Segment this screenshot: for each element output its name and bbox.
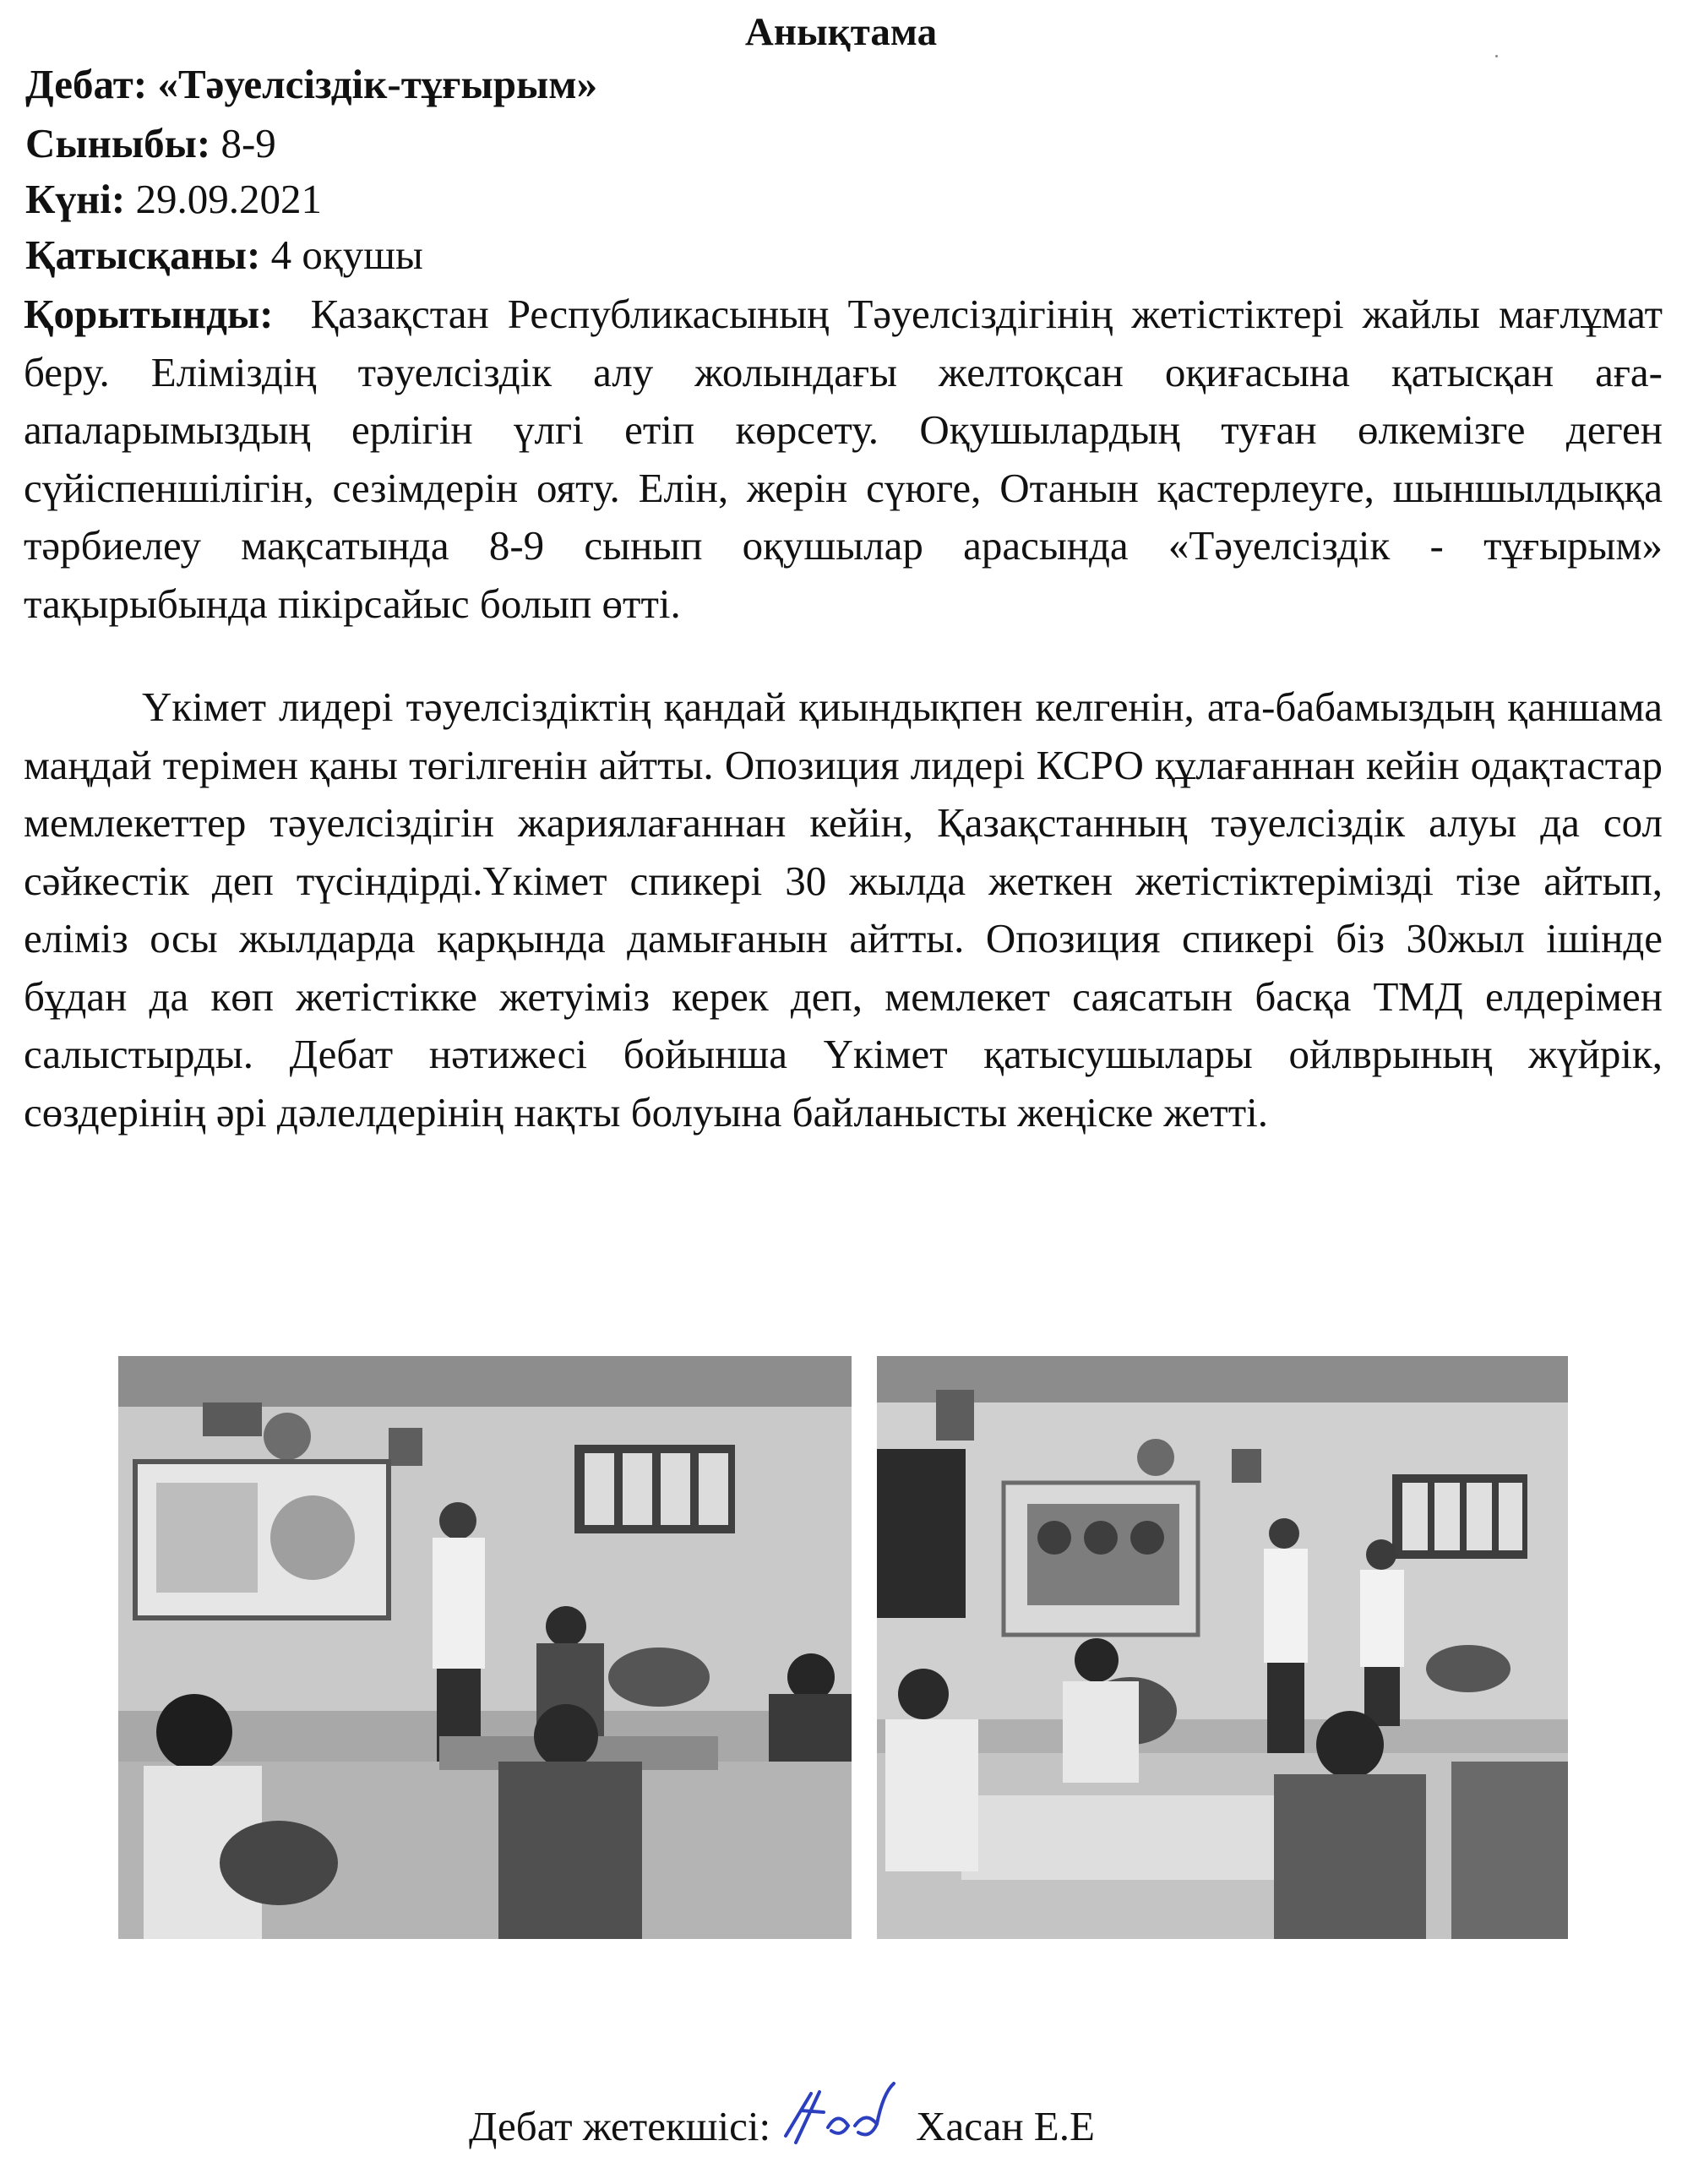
date-line: [25, 174, 322, 225]
classroom-photo-1: [118, 1356, 852, 1939]
conclusion-label: Қорытынды:: [24, 291, 274, 337]
participants-line: [25, 230, 423, 280]
supervisor-name: Хасан Е.Е: [916, 2103, 1095, 2149]
participants-value: 4 оқушы: [270, 231, 423, 278]
signature-line: [469, 2100, 1095, 2156]
conclusion-text: Қазақстан Республикасының Тәуелсіздігінің жетістіктері жайлы мағлұмат беру. Еліміздің тәуелсіздік алу жолындағы желтоқсан оқиғасына қатысқан аға-апаларымыздың ерлігін үлгі етіп көрсету. Оқушылардың туған өлкемізге деген сүйіспеншілігін, сезімдерін ояту. Елін, жерін сүюге, Отанын қастерлеуге, шыншылдыққа тәрбиелеу мақсатында 8-9 сынып оқушылар арасында «Тәуелсіздік - тұғырым» тақырыбында пікірсайыс болып өтті.: [24, 291, 1663, 627]
document-title: Анықтама: [744, 10, 938, 54]
classroom-photo-1-image: [118, 1356, 852, 1939]
signature-label: Дебат жетекшісі:: [469, 2103, 771, 2149]
handwritten-signature: [777, 2105, 904, 2156]
scan-speck: [1495, 55, 1498, 57]
debate-value: «Тәуелсіздік-тұғырым»: [157, 61, 598, 107]
debate-summary-paragraph: Үкімет лидері тәуелсіздіктің қандай қиындықпен келгенін, ата-бабамыздың қаншама маңдай терімен қаны төгілгенін айтты. Опозиция лидері КСРО құлағаннан кейін одақтастар мемлекеттер тәуелсіздігін жариялағаннан кейін, Қазақстанның тәуелсіздік алуы да сол сәйкестік деп түсіндірді.Үкімет спикері 30 жылда жеткен жетістіктерімізді тізе айтып, еліміз осы жылдарда қарқында дамығанын айтты. Опозиция спикері біз 30жыл ішінде бұдан да көп жетістікке жетуіміз керек деп, мемлекет саясатын басқа ТМД елдерімен салыстырды. Дебат нәтижесі бойынша Үкімет қатысушылары ойлврының жүйрік, сөздерінің әрі дәлелдерінің нақты болуына байланысты жеңіске жетті.: [24, 684, 1663, 1136]
conclusion-paragraph: [24, 286, 1663, 633]
date-value: 29.09.2021: [135, 176, 322, 222]
debate-line: [25, 59, 597, 110]
debate-label: Дебат:: [25, 61, 148, 107]
classroom-photo-2: [877, 1356, 1568, 1939]
classroom-photo-2-image: [877, 1356, 1568, 1939]
date-label: Күні:: [25, 176, 126, 222]
grade-label: Сыныбы:: [25, 120, 211, 166]
participants-label: Қатысқаны:: [25, 231, 261, 278]
grade-line: [25, 118, 276, 169]
signature-scribble: [777, 2077, 904, 2161]
grade-value: 8-9: [220, 120, 276, 166]
